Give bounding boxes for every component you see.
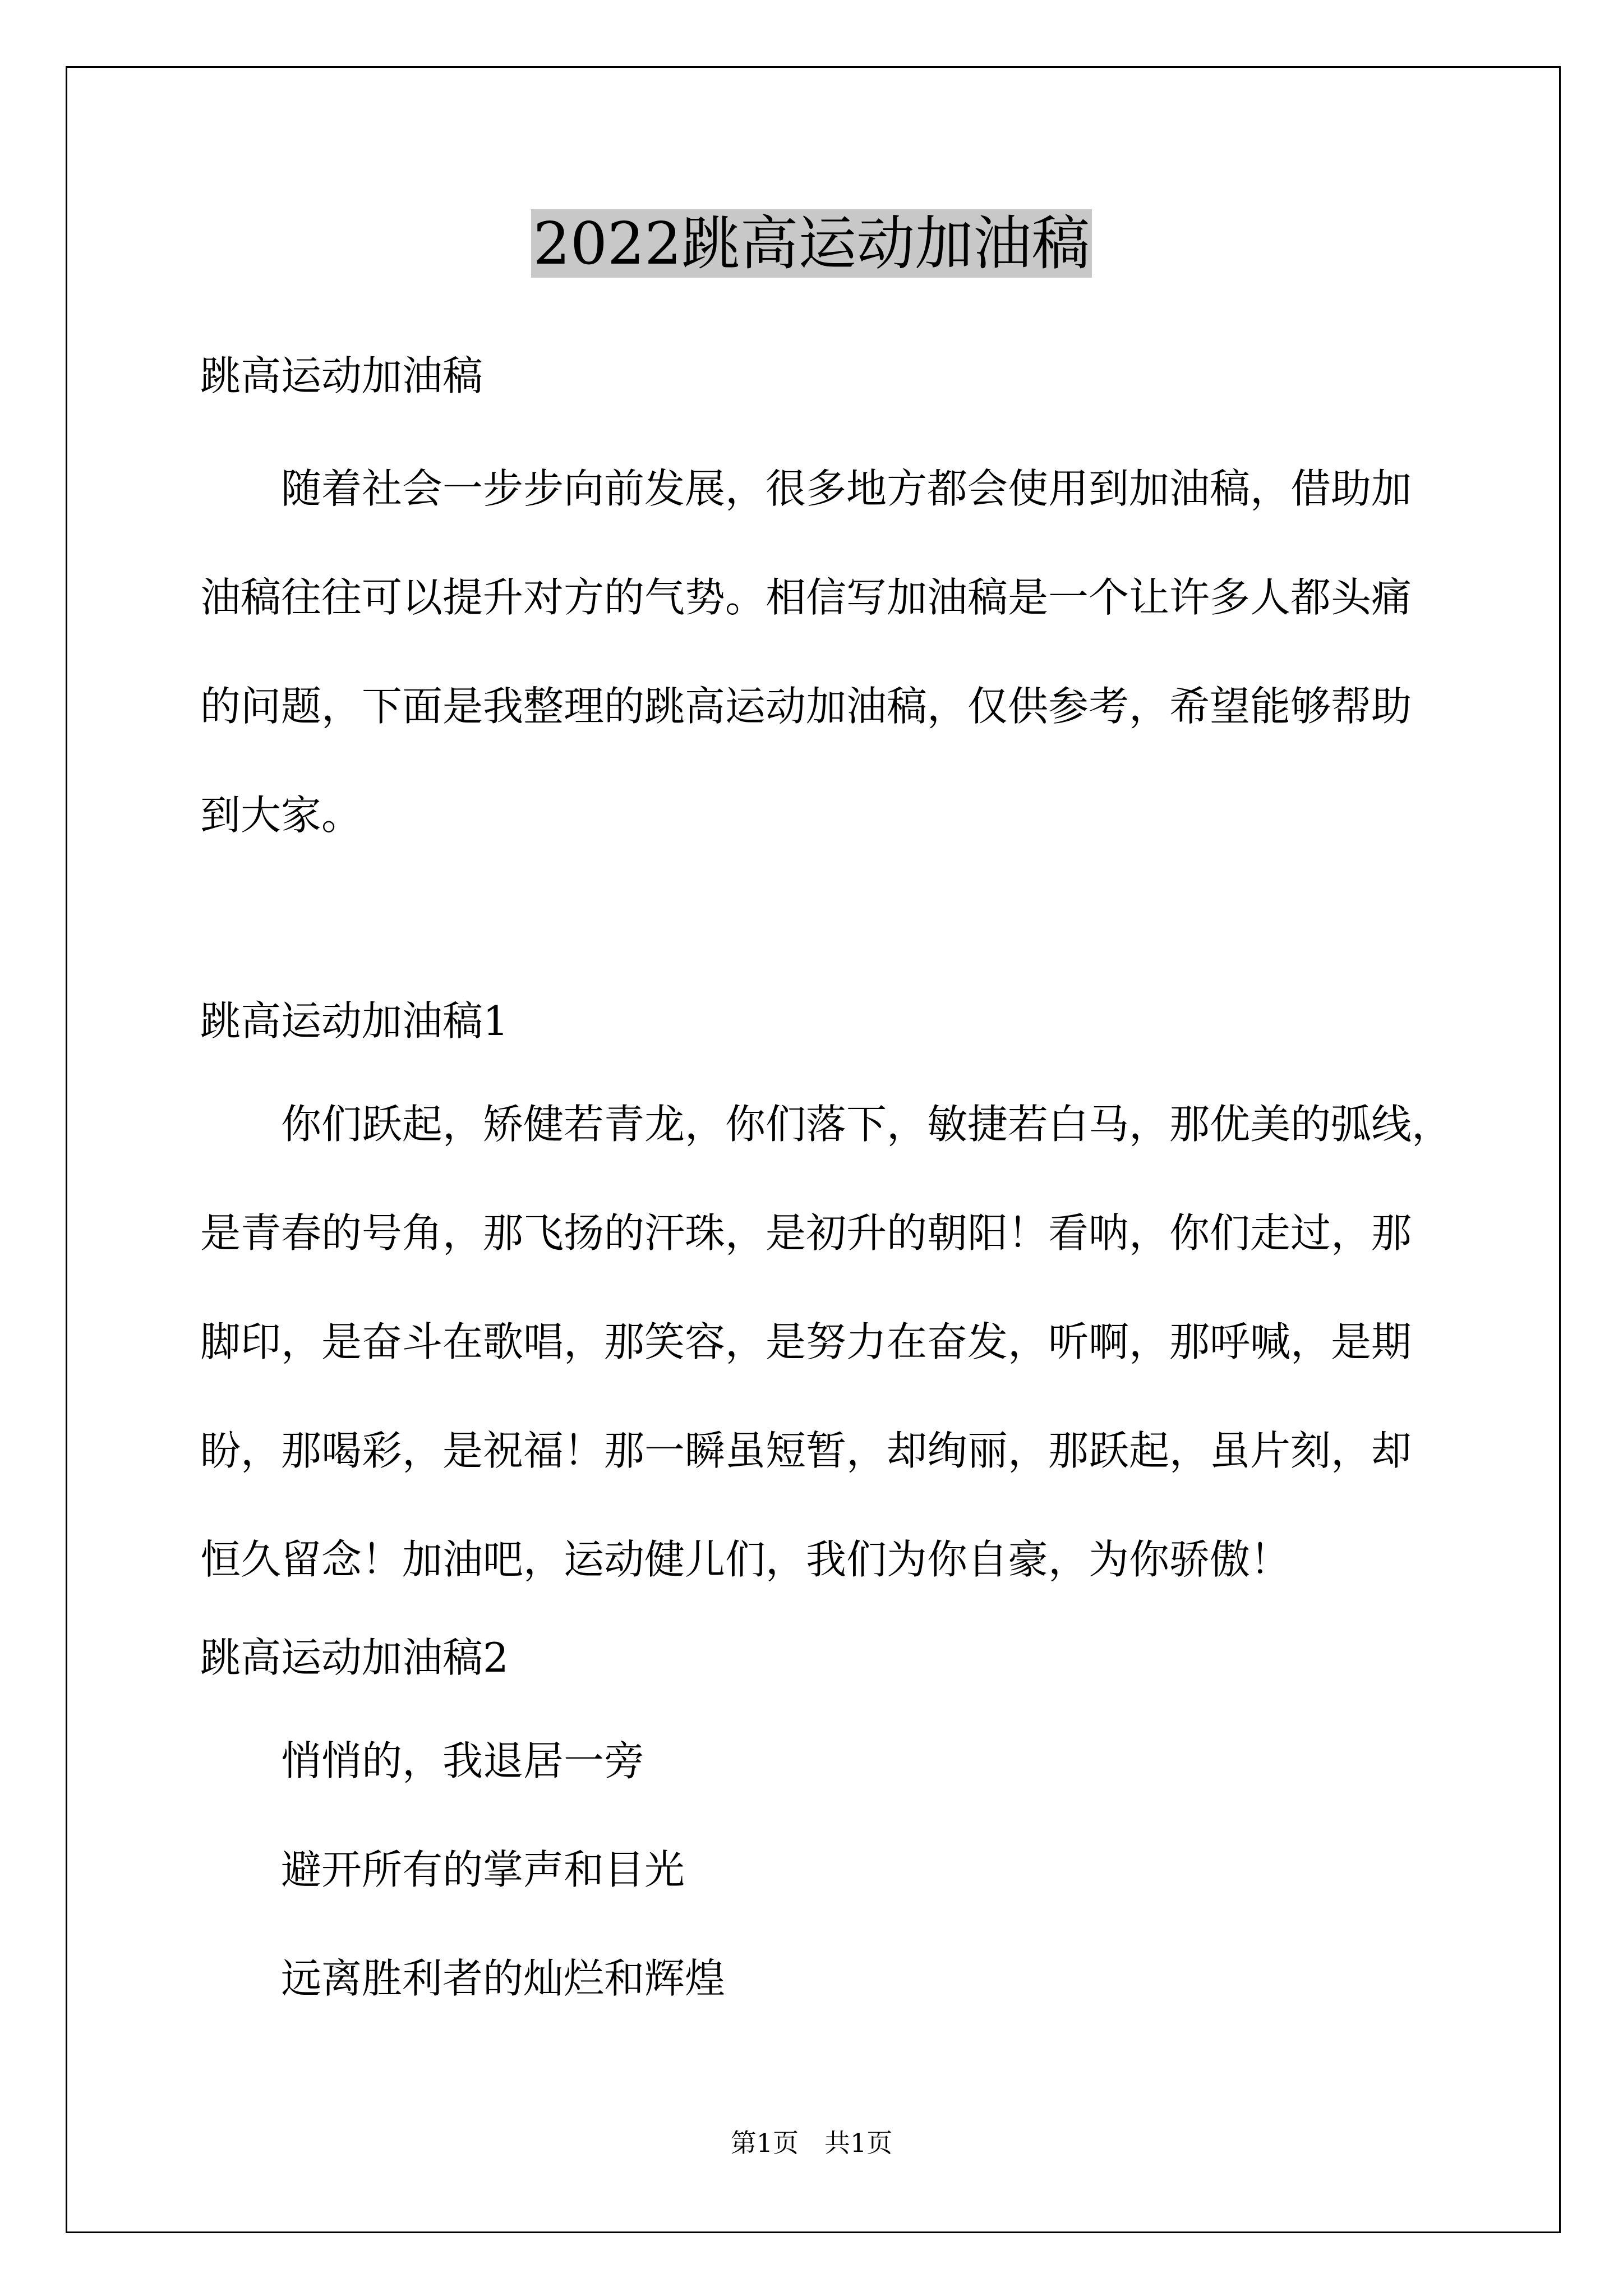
page-footer xyxy=(0,2126,1623,2160)
paragraph-line: 随着社会一步步向前发展，很多地方都会使用到加油稿，借助加 xyxy=(281,465,1412,512)
section2-poem xyxy=(200,1706,1451,2033)
intro-heading: 跳高运动加油稿 xyxy=(200,352,483,399)
intro-paragraph xyxy=(200,434,1451,869)
section2-heading: 跳高运动加油稿2 xyxy=(200,1634,509,1681)
paragraph-line: 的问题，下面是我整理的跳高运动加油稿，仅供参考，希望能够帮助 xyxy=(200,683,1412,730)
poem-line: 避开所有的掌声和目光 xyxy=(281,1846,685,1893)
paragraph-line: 到大家。 xyxy=(200,792,362,839)
paragraph-line: 恒久留念！加油吧，运动健儿们，我们为你自豪，为你骄傲！ xyxy=(200,1536,1291,1583)
paragraph-line: 你们跃起，矫健若青龙，你们落下，敏捷若白马，那优美的弧线， xyxy=(281,1101,1453,1148)
poem-line: 远离胜利者的灿烂和辉煌 xyxy=(281,1955,726,2002)
section1-paragraph xyxy=(200,1070,1451,1614)
document-title-text: 2022跳高运动加油稿 xyxy=(531,209,1092,278)
document-title xyxy=(0,207,1623,280)
page-number-total: 共1页 xyxy=(824,2128,893,2158)
paragraph-line: 是青春的号角，那飞扬的汗珠，是初升的朝阳！看呐，你们走过，那 xyxy=(200,1209,1412,1257)
page-number-current: 第1页 xyxy=(730,2128,799,2158)
section1-heading: 跳高运动加油稿1 xyxy=(200,997,509,1045)
paragraph-line: 脚印，是奋斗在歌唱，那笑容，是努力在奋发，听啊，那呼喊，是期 xyxy=(200,1318,1412,1365)
paragraph-line: 盼，那喝彩，是祝福！那一瞬虽短暂，却绚丽，那跃起，虽片刻，却 xyxy=(200,1427,1412,1474)
poem-line: 悄悄的，我退居一旁 xyxy=(281,1737,645,1784)
paragraph-line: 油稿往往可以提升对方的气势。相信写加油稿是一个让许多人都头痛 xyxy=(200,574,1412,621)
